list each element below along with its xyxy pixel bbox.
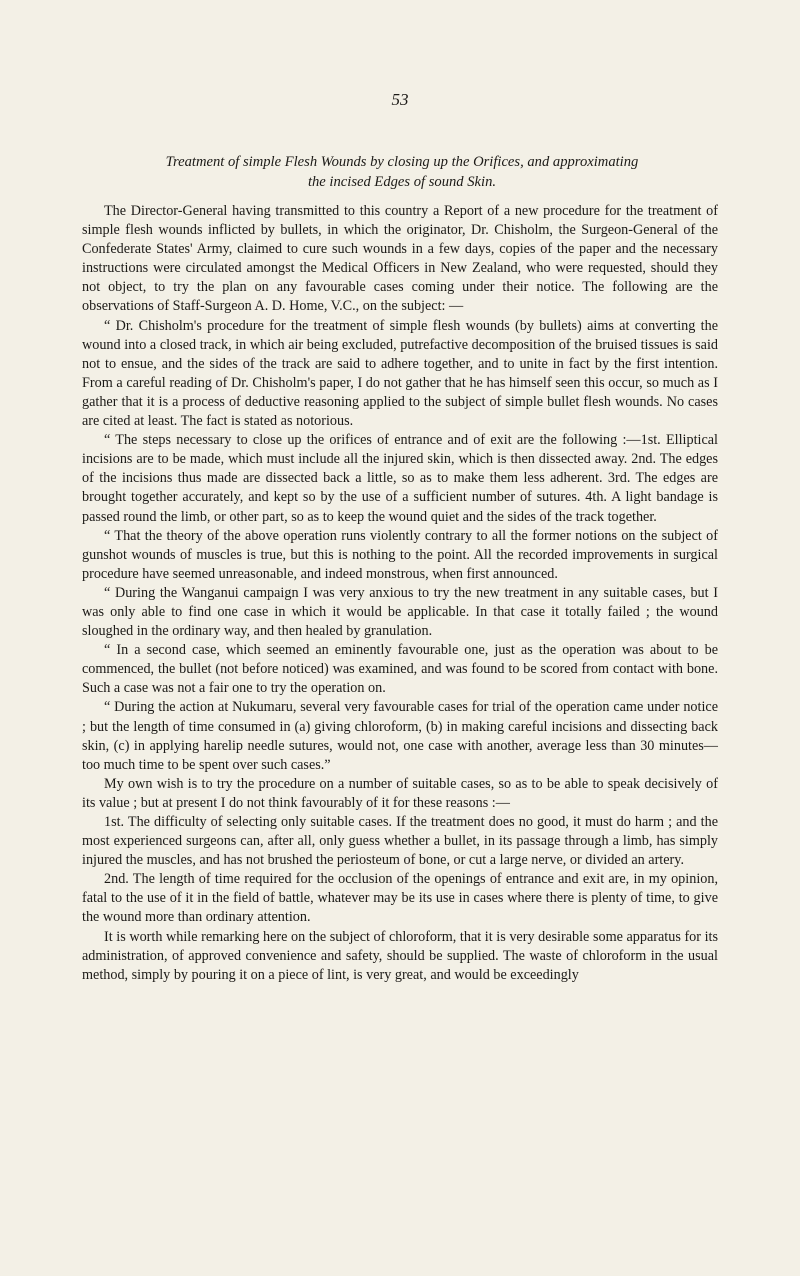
paragraph-own-wish: My own wish is to try the procedure on a number of suitable cases, so as to be able to speak decisively of its value ; but at present I do not think favourably of it for these reasons :— — [82, 775, 718, 811]
paragraph-intro: The Director-General having transmitted to this country a Report of a new procedure for the treatment of simple flesh wounds inflicted by bullets, in which the originator, Dr. Chisholm, the Surgeon-General of the Confederate States' Army, claimed to cure such wounds in a few days, copies of the paper and the necessary instructions were circulated amongst the Medical Officers in New Zealand, who were requested, should they not object, to try the plan on any favourable cases coming under their notice. The following are the observations of Staff-Surgeon A. D. Home, V.C., on the subject: — — [82, 203, 718, 315]
paragraph-quote-nukumaru: “ During the action at Nukumaru, several very favourable cases for trial of the operation came under notice ; but the length of time consumed in (a) giving chloroform, (b) in making careful incisions and dissecting back skin, (c) in applying harelip needle sutures, would not, one case with another, average less than 30 minutes—too much time to be spent over such cases.” — [82, 699, 718, 773]
paragraph-chloroform: It is worth while remarking here on the subject of chloroform, that it is very desirable some apparatus for its administration, of approved convenience and safety, should be supplied. The waste of chloroform in the usual method, simply by pouring it on a piece of lint, is very great, and would be exceedingly — [82, 928, 718, 983]
paragraph-quote-theory: “ That the theory of the above operation runs violently contrary to all the former notions on the subject of gunshot wounds of muscles is true, but this is nothing to the point. All the recorded improvements in surgical procedure have seemed unreasonable, and indeed monstrous, when first announced. — [82, 527, 718, 582]
paragraph-reason-2: 2nd. The length of time required for the occlusion of the openings of entrance and exit are, in my opinion, fatal to the use of it in the field of battle, whatever may be its use in cases where there is plenty of time, to give the wound more than ordinary attention. — [82, 871, 718, 926]
article-body — [82, 202, 718, 985]
paragraph-quote-second-case: “ In a second case, which seemed an eminently favourable one, just as the operation was about to be commenced, the bullet (not before noticed) was examined, and was found to be scored from contact with bone. Such a case was not a fair one to try the operation on. — [82, 642, 718, 697]
paragraph-quote-steps: “ The steps necessary to close up the orifices of entrance and of exit are the following :—1st. Elliptical incisions are to be made, which must include all the injured skin, which is then dissected away. 2nd. The edges of the incisions thus made are dissected back a little, so as to make them less adherent. 3rd. The edges are brought together accurately, and kept so by the use of a sufficient number of sutures. 4th. A light bandage is passed round the limb, or other part, so as to keep the wound quiet and the sides of the track together. — [82, 432, 718, 525]
paragraph-reason-1: 1st. The difficulty of selecting only suitable cases. If the treatment does no good, it must do harm ; and the most experienced surgeons can, after all, only guess whether a bullet, in its passage through a limb, has simply injured the muscles, and has not brushed the periosteum of bone, or cut a large nerve, or divided an artery. — [82, 814, 718, 869]
article-title-line-1: Treatment of simple Flesh Wounds by closing up the Orifices, and approximating — [165, 154, 639, 170]
paragraph-quote-wanganui: “ During the Wanganui campaign I was very anxious to try the new treatment in any suitable cases, but I was only able to find one case in which it would be applicable. In that case it totally failed ; the wound sloughed in the ordinary way, and then healed by granulation. — [82, 584, 718, 640]
article-title — [88, 152, 716, 192]
article-title-line-2: the incised Edges of sound Skin. — [307, 174, 497, 190]
paragraph-quote-procedure: “ Dr. Chisholm's procedure for the treatment of simple flesh wounds (by bullets) aims at converting the wound into a closed track, in which air being excluded, putrefactive decomposition of the bruised tissues is said not to ensue, and the sides of the track are said to adhere together, and to unite in fact by the first intention. From a careful reading of Dr. Chisholm's paper, I do not gather that he has himself seen this occur, so much as I gather that it is a process of deductive reasoning applied to the subject of simple bullet flesh wounds. No cases are cited at least. The fact is stated as notorious. — [82, 317, 718, 430]
page-number: 53 — [391, 90, 409, 109]
